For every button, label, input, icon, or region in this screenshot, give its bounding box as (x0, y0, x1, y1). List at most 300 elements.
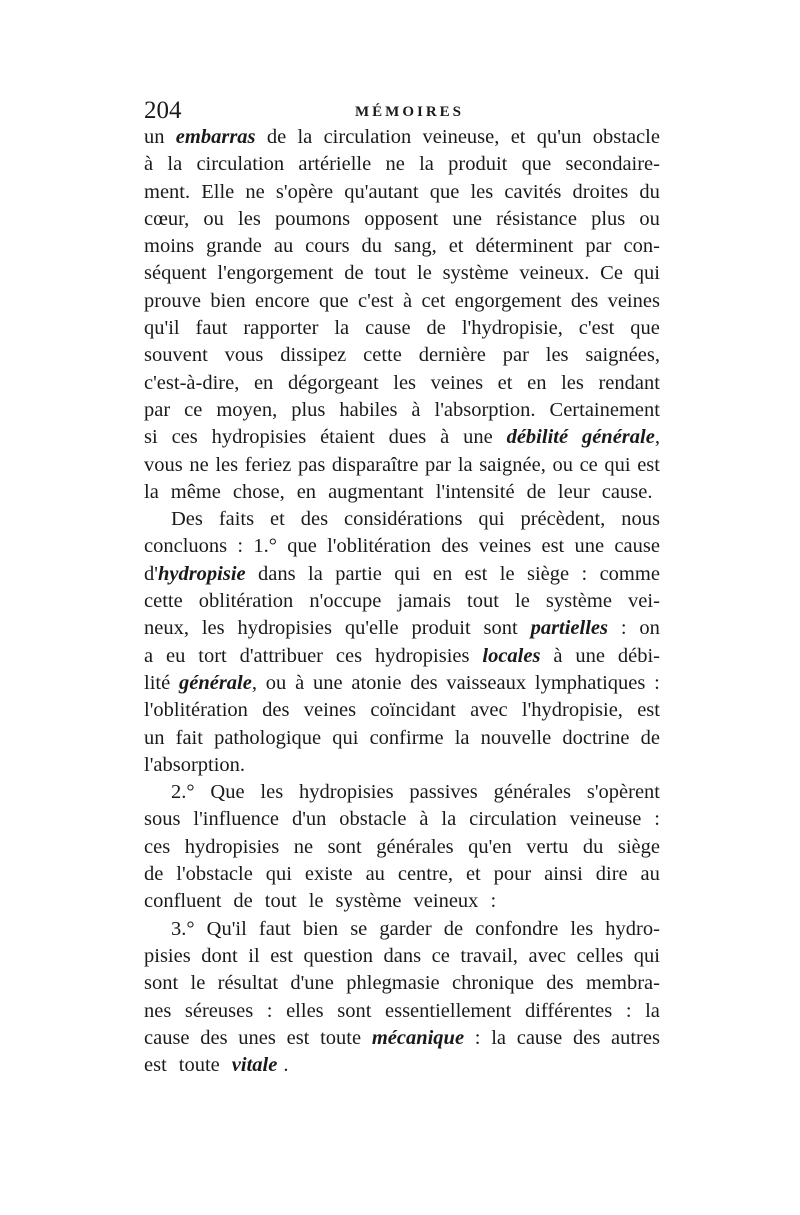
word: lité (144, 671, 171, 694)
word: celles (576, 944, 624, 967)
word: autres (611, 1026, 660, 1049)
word: : (625, 999, 632, 1022)
word: des (441, 535, 469, 558)
word: si (144, 426, 158, 449)
word: à (553, 644, 563, 667)
word: 2.° (171, 781, 195, 804)
word: une (312, 671, 343, 694)
text-line (144, 315, 660, 342)
word: débi- (617, 644, 660, 667)
word: veineuse (569, 808, 642, 831)
word: d'une (290, 972, 334, 995)
word: d'hydropisie (144, 562, 246, 585)
word: eu (166, 644, 186, 667)
word: des (200, 1026, 228, 1049)
word: embarras (175, 126, 256, 148)
word: phlegmasie (346, 972, 440, 995)
word: veineux. (519, 262, 590, 285)
text-line (144, 506, 660, 533)
word: les (545, 344, 569, 367)
word: des (262, 699, 290, 722)
word: la (457, 453, 473, 476)
word: est (144, 1054, 167, 1077)
text-line (144, 1052, 660, 1079)
word: ne (293, 835, 314, 858)
word: débilité (506, 426, 569, 449)
word: l'absorption. (144, 753, 246, 776)
word: qui (478, 508, 505, 531)
word: cavités (504, 180, 562, 203)
text-line (144, 424, 660, 451)
word: veines (607, 289, 660, 312)
text-line (144, 288, 660, 315)
word: feriez (244, 453, 292, 476)
word: lymphatiques (534, 671, 646, 694)
text-line (144, 588, 660, 615)
word: confirme (369, 726, 444, 749)
word: une (574, 535, 605, 558)
word: habiles (339, 398, 398, 421)
word: bien (210, 289, 246, 312)
word: sont (337, 999, 372, 1022)
word: siège (617, 835, 660, 858)
text-line (144, 1025, 660, 1052)
text-line (144, 643, 660, 670)
word: dans (383, 944, 422, 967)
word: hydropisies (374, 644, 470, 667)
word: ou (265, 671, 287, 694)
word: qu'un (536, 126, 582, 148)
word: est (541, 535, 565, 558)
word: les (215, 453, 239, 476)
word: des (570, 289, 599, 312)
word: dégorgeant (287, 371, 379, 394)
word: une (463, 426, 493, 449)
word: la (308, 562, 323, 585)
word: ainsi (544, 863, 583, 886)
word: ces (335, 644, 363, 667)
word: unes (238, 1026, 276, 1049)
word: en (527, 371, 547, 394)
word: les (470, 180, 494, 203)
word: du (361, 235, 383, 258)
word: que (630, 317, 660, 340)
word: chose, (232, 480, 285, 503)
word: droites (572, 180, 629, 203)
word: que (319, 289, 349, 312)
word: locales (482, 644, 541, 667)
word: : (490, 890, 497, 913)
word: oblitération (198, 590, 294, 613)
word: poumons (274, 207, 351, 230)
text-line (144, 124, 660, 151)
word: un (144, 726, 165, 749)
word: pathologique (214, 726, 322, 749)
word: de (344, 262, 364, 285)
word: obstacle (592, 126, 660, 148)
word: à (144, 153, 154, 176)
word: résistance (496, 207, 577, 230)
word: à (440, 426, 450, 449)
word: Des (171, 508, 203, 531)
word: ment. (144, 180, 191, 203)
word: les (238, 207, 261, 230)
word: rapporter (243, 317, 319, 340)
word: sous (144, 808, 181, 831)
word: cours (305, 235, 350, 258)
word: qu'il (144, 317, 180, 340)
word: con- (623, 235, 660, 258)
word: tout (264, 890, 297, 913)
word: grande (206, 235, 262, 258)
word: que (429, 180, 460, 203)
word: a (144, 644, 154, 667)
word: système (442, 262, 509, 285)
word: 3.° (171, 917, 195, 940)
word: le (190, 972, 206, 995)
text-line (144, 752, 660, 779)
word: cet (421, 289, 446, 312)
word: l'intensité (435, 480, 515, 503)
word: une (452, 207, 483, 230)
word: produit (411, 617, 471, 640)
word: circulation (323, 126, 412, 148)
text-line (144, 970, 660, 997)
word: qui (633, 262, 660, 285)
word: artérielle (298, 153, 372, 176)
word: pas (297, 453, 326, 476)
word: générales (493, 781, 571, 804)
word: veines (478, 535, 532, 558)
word: ces (171, 426, 198, 449)
word: passives (409, 781, 478, 804)
word: toute (320, 1026, 362, 1049)
word: est (270, 944, 293, 967)
word: leur (557, 480, 590, 503)
word: ne (189, 453, 209, 476)
word: l'hydropisie, (521, 699, 623, 722)
text-line (144, 943, 660, 970)
word: un (144, 126, 165, 148)
word: vous (224, 344, 264, 367)
word: comme (599, 562, 660, 585)
word: coïncidant (370, 699, 456, 722)
word: vaisseaux (446, 671, 527, 694)
word: de (144, 863, 164, 886)
word: le (417, 262, 432, 285)
word: au (640, 863, 660, 886)
word: d'un (291, 808, 327, 831)
word: sang, (394, 235, 437, 258)
word: n'occupe (309, 590, 382, 613)
word: le (499, 562, 515, 585)
word: la (441, 808, 457, 831)
page-number: 204 (144, 97, 182, 124)
word: partielles (530, 617, 608, 640)
word: Ce (600, 262, 623, 285)
word: dernière (418, 344, 486, 367)
word: elles (286, 999, 324, 1022)
word: les (260, 781, 284, 804)
word: disparaître (331, 453, 419, 476)
text-line (144, 561, 660, 588)
word: d'attribuer (239, 644, 323, 667)
word: la (419, 153, 434, 176)
text-line (144, 479, 660, 506)
word: garder (379, 917, 432, 940)
word: et (465, 863, 481, 886)
word: hydro- (605, 917, 660, 940)
word: faut (195, 317, 228, 340)
text-line (144, 861, 660, 888)
word: plus (291, 398, 326, 421)
word: ou (552, 453, 573, 476)
word: des (300, 508, 329, 531)
word: avec (528, 944, 567, 967)
word: travail, (460, 944, 518, 967)
word: nouvelle (480, 726, 552, 749)
word: cœur, (144, 207, 190, 230)
word: : (620, 617, 627, 640)
word: il (248, 944, 260, 967)
word: l'obstacle (176, 863, 253, 886)
word: de (233, 890, 253, 913)
word: avec (470, 699, 508, 722)
word: Que (210, 781, 245, 804)
text-line (144, 834, 660, 861)
word: et (270, 508, 285, 531)
word: et (448, 235, 464, 258)
word: est (286, 1026, 310, 1049)
word: ces (144, 835, 171, 858)
word: Elle (201, 180, 235, 203)
word: que (521, 153, 552, 176)
word: l'oblitération (144, 699, 248, 722)
word: toute (178, 1054, 220, 1077)
word: s'opère (275, 180, 334, 203)
text-line (144, 916, 660, 943)
word: veineux (413, 890, 479, 913)
text-line (144, 179, 660, 206)
word: existe (304, 863, 353, 886)
running-head (144, 96, 660, 126)
word: se (350, 917, 368, 940)
word: centre, (397, 863, 454, 886)
word: Certainement (549, 398, 660, 421)
word: l'influence (193, 808, 280, 831)
word: c'est-à-dire, (144, 371, 240, 394)
word: l'oblitération (327, 535, 431, 558)
word: à (419, 808, 429, 831)
word: bien (302, 917, 339, 940)
word: les (570, 917, 594, 940)
word: ou (639, 207, 660, 230)
word: : (654, 808, 660, 831)
word: générales (376, 835, 454, 858)
word: qu'elle (344, 617, 399, 640)
word: dues (388, 426, 427, 449)
word: ou (203, 207, 224, 230)
word: cause (614, 535, 660, 558)
word: cause (365, 317, 411, 340)
word: pisies (144, 944, 191, 967)
word: obstacle (339, 808, 407, 831)
word: vitale . (231, 1054, 289, 1077)
word: hydropisies (184, 835, 280, 858)
text-line (144, 779, 660, 806)
word: séreuses (184, 999, 254, 1022)
text-line (144, 151, 660, 178)
word: les (561, 371, 584, 394)
word: des (546, 972, 574, 995)
word: : (237, 535, 244, 558)
word: membra- (585, 972, 660, 995)
word: secondaire- (565, 153, 660, 176)
word: déterminent (475, 235, 574, 258)
word: qui (394, 562, 421, 585)
word: qu'autant (344, 180, 419, 203)
word: de (443, 917, 464, 940)
word: en (432, 562, 453, 585)
word: de (426, 317, 446, 340)
word: à (411, 398, 421, 421)
word: vertu (526, 835, 569, 858)
word: sont (483, 617, 518, 640)
text-line (144, 806, 660, 833)
word: engorgement (454, 289, 562, 312)
word: au (273, 235, 294, 258)
word: considérations (344, 508, 463, 531)
word: par (502, 344, 529, 367)
word: tout (467, 590, 499, 613)
word: vei- (628, 590, 660, 613)
word: résultat (217, 972, 279, 995)
word: précèdent, (520, 508, 606, 531)
word: que (287, 535, 317, 558)
word: dire (595, 863, 628, 886)
text-line (144, 533, 660, 560)
word: mécanique (371, 1026, 465, 1049)
word: tort (198, 644, 227, 667)
word: produit (448, 153, 508, 176)
text-line (144, 452, 660, 479)
word: concluons (144, 535, 228, 558)
text-line (144, 670, 660, 697)
word: du (639, 180, 660, 203)
word: est (637, 699, 660, 722)
word: générale, (581, 426, 660, 449)
word: hydropisies (237, 617, 332, 640)
word: la (334, 317, 350, 340)
word: 1.° (253, 535, 277, 558)
word: qui (265, 863, 292, 886)
word: par (585, 235, 612, 258)
word: partie (335, 562, 382, 585)
word: s'opèrent (586, 781, 660, 804)
word: au (365, 863, 385, 886)
word: l'hydropisie, (461, 317, 563, 340)
word: des (410, 671, 438, 694)
word: sont (144, 972, 179, 995)
word: qui (633, 944, 660, 967)
word: jamais (397, 590, 451, 613)
word: circulation (469, 808, 557, 831)
word: : (581, 562, 588, 585)
text-line (144, 206, 660, 233)
word: encore (255, 289, 310, 312)
word: cette (144, 590, 183, 613)
word: une (575, 644, 605, 667)
word: question (303, 944, 373, 967)
word: la (645, 999, 660, 1022)
running-title: MÉMOIRES (355, 104, 465, 120)
word: confluent (144, 890, 222, 913)
word: plus (591, 207, 626, 230)
word: Qu'il (206, 917, 247, 940)
word: veineuse, (422, 126, 500, 148)
word: cause (144, 1026, 190, 1049)
word: l'engorgement (217, 262, 334, 285)
word: hydropisies (299, 781, 394, 804)
word: chronique (451, 972, 534, 995)
text-line (144, 260, 660, 287)
word: qui (604, 453, 631, 476)
word: la (167, 153, 183, 176)
word: séquent (144, 262, 207, 285)
word: cause (516, 1026, 563, 1049)
word: tout (374, 262, 407, 285)
word: la (454, 726, 470, 749)
word: de (640, 726, 660, 749)
word: de (266, 126, 287, 148)
word: c'est (578, 317, 615, 340)
word: cette (363, 344, 402, 367)
text-line (144, 233, 660, 260)
word: système (335, 890, 402, 913)
word: les (201, 617, 225, 640)
text-line (144, 998, 660, 1025)
word: faut (258, 917, 291, 940)
word: essentiellement (385, 999, 512, 1022)
word: qu'en (468, 835, 512, 858)
text-line (144, 370, 660, 397)
text-line (144, 725, 660, 752)
word: fait (175, 726, 203, 749)
word: le (308, 890, 324, 913)
word: hydropisies (211, 426, 307, 449)
word: système (545, 590, 612, 613)
word: opposent (364, 207, 439, 230)
word: confondre (475, 917, 559, 940)
word: du (582, 835, 604, 858)
word: à (295, 671, 305, 694)
word: la (297, 126, 313, 148)
word: par (144, 398, 171, 421)
word: ce (579, 453, 598, 476)
word: : (654, 671, 660, 694)
word: atonie (351, 671, 402, 694)
word: ce (184, 398, 203, 421)
word: nous (621, 508, 660, 531)
word: est (637, 453, 660, 476)
word: par (425, 453, 452, 476)
word: moins (144, 235, 195, 258)
word: saignées, (585, 344, 660, 367)
word: saignée, (479, 453, 546, 476)
word: des (572, 1026, 601, 1049)
word: veines (430, 371, 484, 394)
word: le (515, 590, 530, 613)
